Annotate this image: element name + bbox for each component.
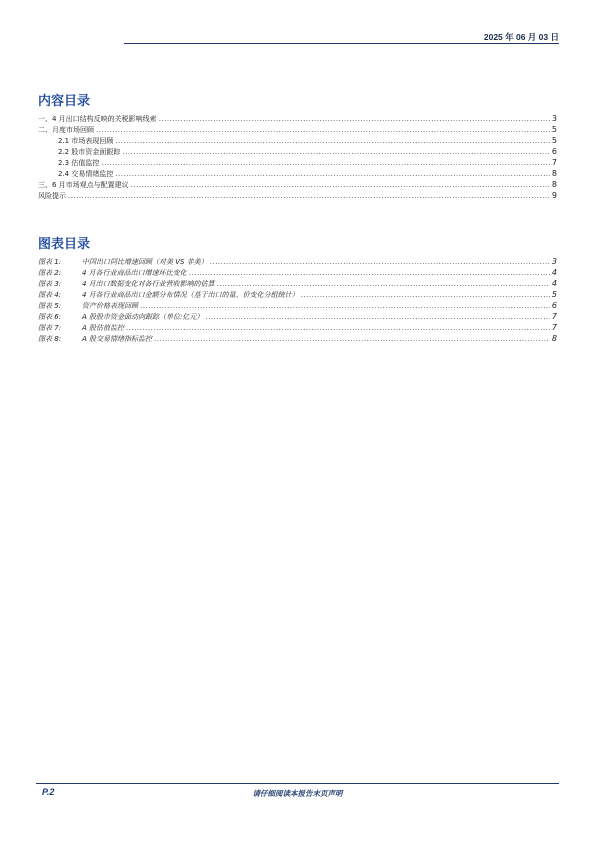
figure-entry-text — [38, 312, 203, 323]
figure-entry-text — [38, 268, 187, 279]
figure-entry-text — [38, 257, 208, 268]
figure-entry-page: 5 — [551, 290, 557, 299]
toc-entry-page: 3 — [551, 114, 557, 123]
figure-entry[interactable] — [38, 322, 557, 333]
figure-entry-text — [38, 334, 152, 345]
figure-entry[interactable] — [38, 289, 557, 300]
toc-entry-page: 7 — [551, 158, 557, 167]
figure-entry-page: 6 — [551, 301, 557, 310]
figure-entry-number: 图表 5: — [38, 302, 62, 310]
figure-entry-number: 图表 6: — [38, 313, 62, 321]
figure-entry[interactable] — [38, 311, 557, 322]
figure-entry-page: 7 — [551, 323, 557, 332]
toc-entry[interactable] — [38, 168, 557, 179]
dot-leader — [301, 290, 550, 301]
footer-disclaimer: 请仔细阅读本报告末页声明 — [252, 789, 343, 798]
dot-leader — [126, 323, 550, 334]
figure-entry-number: 图表 3: — [38, 280, 62, 288]
toc-entry[interactable] — [38, 113, 557, 124]
figure-entry-number: 图表 7: — [38, 324, 62, 332]
figure-entry[interactable] — [38, 267, 557, 278]
dot-leader — [205, 312, 550, 323]
toc-entry-page: 9 — [551, 191, 557, 200]
toc-entry-page: 5 — [551, 136, 557, 145]
toc-entry-label: 二、月度市场回顾 — [38, 126, 94, 134]
figure-entry[interactable] — [38, 278, 557, 289]
figure-entry-text — [38, 301, 138, 312]
toc-entry-page: 8 — [551, 180, 557, 189]
toc-entry[interactable] — [38, 157, 557, 168]
toc-entry-label: 三、6 月市场观点与配置建议 — [38, 181, 129, 189]
toc-entry[interactable] — [38, 135, 557, 146]
figure-entry-page: 8 — [551, 334, 557, 343]
figure-entry-text — [38, 290, 299, 301]
figure-entry-label: 中国出口同比增速回顾（对美 VS 非美） — [82, 258, 208, 266]
toc-entry-label: 2.3 估值监控 — [58, 159, 100, 167]
figure-entry-label: A 股股市资金面动向跟踪（单位:亿元） — [82, 313, 204, 321]
dot-leader — [101, 158, 550, 169]
dot-leader — [115, 169, 550, 180]
dot-leader — [122, 147, 550, 158]
figure-entry-page: 4 — [551, 268, 557, 277]
header-divider — [124, 43, 559, 44]
contents-list — [38, 113, 557, 201]
figure-entry-number: 图表 4: — [38, 291, 62, 299]
figure-entry-label: 4 月各行业商品出口增速环比变化 — [82, 269, 187, 277]
figure-entry-label: A 股交易情绪指标监控 — [82, 335, 153, 343]
toc-entry-page: 5 — [551, 125, 557, 134]
report-date: 2025 年 06 月 03 日 — [483, 32, 559, 42]
dot-leader — [210, 257, 550, 268]
figure-entry-label: 4 月出口数据变化对各行业营收影响的估算 — [82, 280, 215, 288]
figure-entry-label: A 股估值监控 — [82, 324, 125, 332]
figure-entry-text — [38, 279, 215, 290]
dot-leader — [140, 301, 550, 312]
toc-entry[interactable] — [38, 146, 557, 157]
figures-title: 图表目录 — [38, 237, 91, 252]
dot-leader — [131, 180, 550, 191]
contents-title: 内容目录 — [38, 94, 91, 109]
figure-entry-page: 3 — [551, 257, 557, 266]
figure-entry-text — [38, 323, 124, 334]
figure-entry-number: 图表 1: — [38, 258, 62, 266]
figures-list — [38, 256, 557, 344]
toc-entry[interactable] — [38, 179, 557, 190]
toc-entry[interactable] — [38, 190, 557, 201]
footer-divider — [36, 783, 559, 784]
dot-leader — [159, 114, 550, 125]
figure-entry[interactable] — [38, 300, 557, 311]
toc-entry-label: 风险提示 — [38, 192, 66, 200]
figure-entry-label: 4 月各行业商品出口金额分布情况（基于出口的量、价变化分组统计） — [82, 291, 299, 299]
figure-entry-number: 图表 8: — [38, 335, 62, 343]
dot-leader — [96, 125, 550, 136]
toc-entry-label: 2.4 交易情绪监控 — [58, 170, 114, 178]
figure-entry-number: 图表 2: — [38, 269, 62, 277]
figure-entry-page: 4 — [551, 279, 557, 288]
dot-leader — [189, 268, 550, 279]
toc-entry-page: 6 — [551, 147, 557, 156]
figure-entry[interactable] — [38, 333, 557, 344]
dot-leader — [217, 279, 550, 290]
toc-entry-label: 一、4 月出口结构反映的关税影响线索 — [38, 115, 157, 123]
toc-entry-label: 2.2 股市资金面跟踪 — [58, 148, 121, 156]
toc-entry-label: 2.1 市场表现回顾 — [58, 137, 114, 145]
page-number: P.2 — [42, 787, 55, 797]
dot-leader — [115, 136, 550, 147]
figure-entry-label: 资产价格表现回顾 — [82, 302, 138, 310]
toc-entry[interactable] — [38, 124, 557, 135]
figure-entry-page: 7 — [551, 312, 557, 321]
dot-leader — [68, 191, 550, 202]
dot-leader — [154, 334, 550, 345]
toc-entry-page: 8 — [551, 169, 557, 178]
figure-entry[interactable] — [38, 256, 557, 267]
